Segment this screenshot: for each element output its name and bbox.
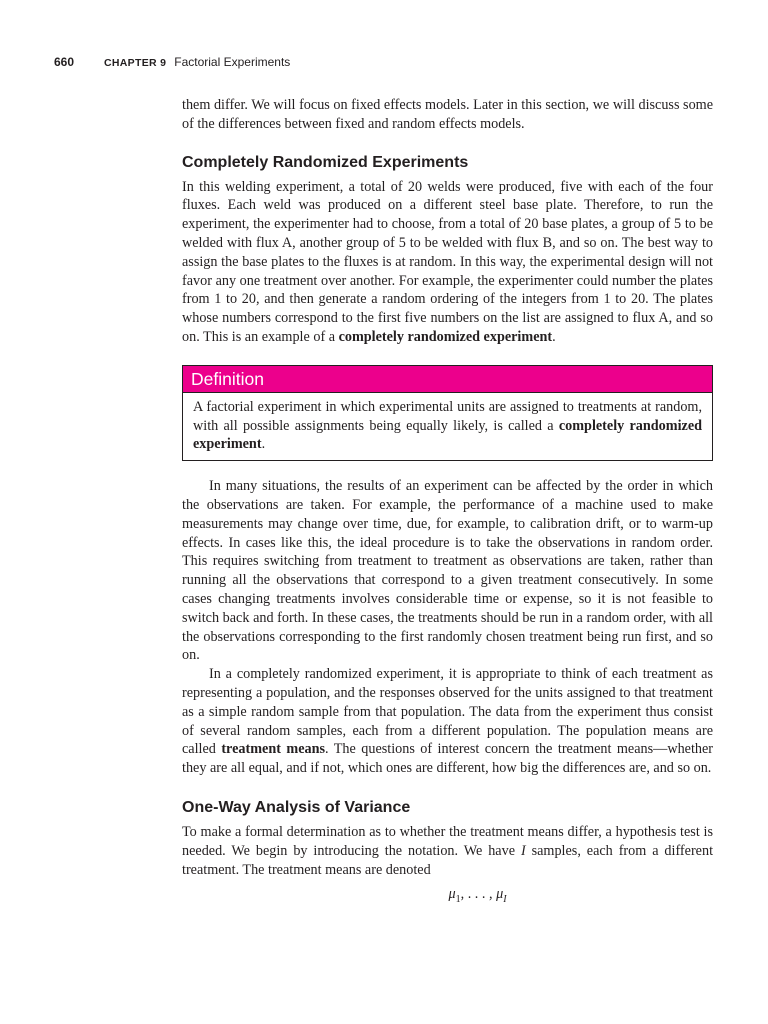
definition-title: Definition xyxy=(183,366,712,393)
definition-box xyxy=(182,365,713,461)
term-completely-randomized-experiment: completely randomized experiment xyxy=(338,328,553,345)
chapter-label: CHAPTER 9 xyxy=(104,57,167,69)
section1-paragraph-text: In this welding experiment, a total of 20 welds were produced, five with each of the four fluxes. Each weld was produced on a different steel base plate. Therefore, to run the experiment, the experimenter had to choose, from a total of 20 base plates, a group of 5 to be welded with flux A, another group of 5 to be welded with flux B, and so on. The best way to assign the base plates to the fluxes is at random. In this way, the experimental design will not favor any one treatment over another. For example, the experimenter could number the plates from 1 to 20, and then generate a random ordering of the integers from 1 to 20. The plates whose numbers correspond to the first five numbers on the list are assigned to flux A, and so on. This is an example of a xyxy=(182,178,713,345)
equation-mu-first: μ xyxy=(448,886,456,903)
paragraph3-text-after: . The questions of interest concern the treatment means—whether they are all equal, and if not, which ones are different, how big the differences are, and so on. xyxy=(182,741,714,777)
equation-sub-last: I xyxy=(503,894,507,906)
intro-paragraph: them differ. We will focus on fixed effects models. Later in this section, we will discuss some of the differences between fixed and random effects models. xyxy=(182,97,713,132)
chapter-title: Factorial Experiments xyxy=(174,55,291,69)
paragraph-treatment-means xyxy=(182,665,713,778)
symbol-I: I xyxy=(520,842,526,859)
section-heading-one-way-anova: One-Way Analysis of Variance xyxy=(182,798,411,816)
equation-sub-first: 1 xyxy=(455,894,461,906)
section-heading-completely-randomized: Completely Randomized Experiments xyxy=(182,153,469,171)
main-column xyxy=(182,96,713,910)
equation-treatment-means xyxy=(182,885,713,910)
definition-text: A factorial experiment in which experimental units are assigned to treatments at random, with all possible assignments being equally likely, is called a xyxy=(193,398,702,434)
section2-text-before: To make a formal determination as to whether the treatment means differ, a hypothesis test is needed. We begin by introducing the notation. We have xyxy=(182,823,713,859)
section1-paragraph xyxy=(182,178,713,347)
definition-term: completely randomized experiment xyxy=(193,417,703,453)
paragraph3-text-before: In a completely randomized experiment, it is appropriate to think of each treatment as representing a population, and the responses observed for the units assigned to that treatment as a simple random sample from that population. The data from the experiment thus consist of several random samples, each from a different population. The population means are called xyxy=(182,666,713,758)
equation-separator: , . . . , xyxy=(460,886,497,903)
paragraph-order-effects: In many situations, the results of an experiment can be affected by the order in which the observations are taken. For example, the performance of a machine used to make measurements may change over time, due, for example, to calibration drift, or to warm-up effects. In cases like this, the ideal procedure is to take the observations in random order. This requires switching from treatment to treatment as observations are taken, rather than running all the observations that correspond to a given treatment consecutively. In some cases changing treatments involves considerable time or expense, so it is not feasible to switch back and forth. In these cases, the treatments should be run in a random order, with all the observations corresponding to the first randomly chosen treatment being run first, and so on. xyxy=(182,478,713,664)
section2-paragraph xyxy=(182,823,713,879)
section1-paragraph-end: . xyxy=(552,328,556,345)
section2-text-after: samples, each from a different treatment. The treatment means are denoted xyxy=(182,842,714,878)
running-head xyxy=(54,54,290,71)
page-number: 660 xyxy=(54,55,75,69)
definition-end: . xyxy=(261,436,266,453)
definition-body xyxy=(183,393,712,460)
term-treatment-means: treatment means xyxy=(221,741,326,758)
equation-mu-last: μ xyxy=(496,886,504,903)
